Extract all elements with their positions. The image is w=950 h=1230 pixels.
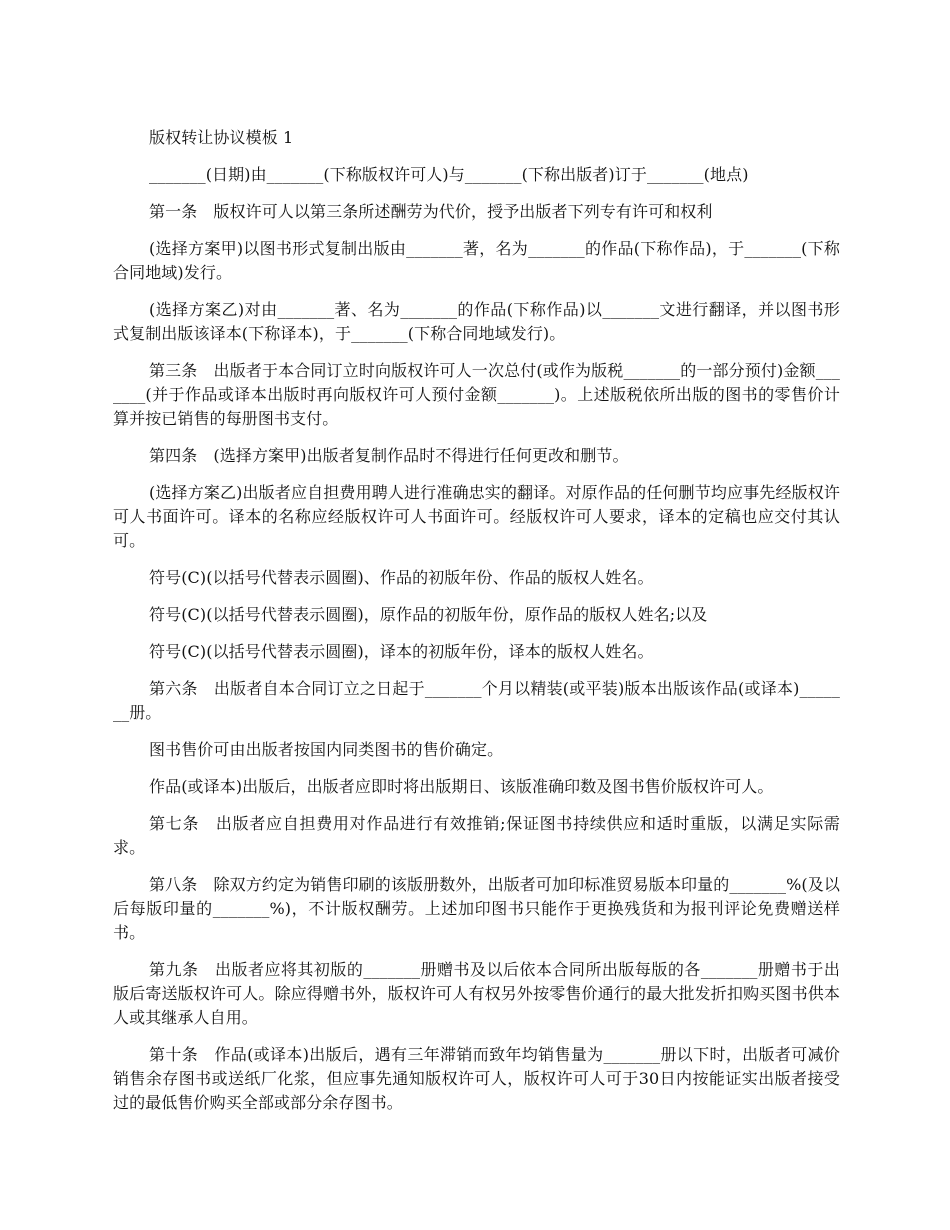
paragraph-article-1: 第一条 版权许可人以第三条所述酬劳为代价，授予出版者下列专有许可和权利 [149,202,713,221]
paragraph-article-6: 第六条 出版者自本合同订立之日起于_______个月以精装(或平装)版本出版该作品(或译本)_______册。 [113,679,840,722]
paragraph-article-9: 第九条 出版者应将其初版的_______册赠书及以后依本合同所出版每版的各_______册赠书于出版后寄送版权许可人。除应得赠书外，版权许可人有权另外按零售价通行的最大批发折扣购买图书供本人或其继承人自用。 [113,960,840,1027]
paragraph-option-b-translation-quality: (选择方案乙)出版者应自担费用聘人进行准确忠实的翻译。对原作品的任何删节均应事先经版权许可人书面许可。译本的名称应经版权许可人书面许可。经版权许可人要求，译本的定稿也应交付其认可。 [113,483,840,550]
paragraph-copyright-notice-2: 符号(C)(以括号代替表示圆圈)，原作品的初版年份，原作品的版权人姓名;以及 [149,605,708,624]
paragraph-option-a-publish: (选择方案甲)以图书形式复制出版由_______著，名为_______的作品(下称作品)，于_______(下称合同地域)发行。 [113,239,840,282]
paragraph-article-4: 第四条 (选择方案甲)出版者复制作品时不得进行任何更改和删节。 [149,446,629,465]
paragraph-article-7: 第七条 出版者应自担费用对作品进行有效推销;保证图书持续供应和适时重版，以满足实际需求。 [113,814,840,857]
paragraph-copyright-notice-3: 符号(C)(以括号代替表示圆圈)，译本的初版年份，译本的版权人姓名。 [149,642,654,661]
paragraph-article-10: 第十条 作品(或译本)出版后，遇有三年滞销而致年均销售量为_______册以下时，出版者可减价销售余存图书或送纸厂化浆，但应事先通知版权许可人，版权许可人可于30日内按能证实出版者接受过的最低售价购买全部或部分余存图书。 [113,1045,840,1112]
document-page [113,126,840,1128]
paragraph-publication-notice: 作品(或译本)出版后，出版者应即时将出版期日、该版准确印数及图书售价版权许可人。 [149,777,774,796]
paragraph-price: 图书售价可由出版者按国内同类图书的售价确定。 [149,740,504,759]
paragraph-article-8: 第八条 除双方约定为销售印刷的该版册数外，出版者可加印标准贸易版本印量的_______%(及以后每版印量的_______%)，不计版权酬劳。上述加印图书只能作于更换残货和为报刊评论免费赠送样书。 [113,875,840,942]
paragraph-option-b-translate: (选择方案乙)对由_______著、名为_______的作品(下称作品)以_______文进行翻译，并以图书形式复制出版该译本(下称译本)，于_______(下称合同地域发行)。 [113,300,840,343]
paragraph-copyright-notice-1: 符号(C)(以括号代替表示圆圈)、作品的初版年份、作品的版权人姓名。 [149,568,654,587]
document-title: 版权转让协议模板 1 [149,128,294,147]
paragraph-date-parties: _______(日期)由_______(下称版权许可人)与_______(下称出版者)订于_______(地点) [149,165,749,184]
paragraph-article-3: 第三条 出版者于本合同订立时向版权许可人一次总付(或作为版税_______的一部分预付)金额_______(并于作品或译本出版时再向版权许可人预付金额_______)。上述版税依所出版的图书的零售价计算并按已销售的每册图书支付。 [113,361,840,428]
